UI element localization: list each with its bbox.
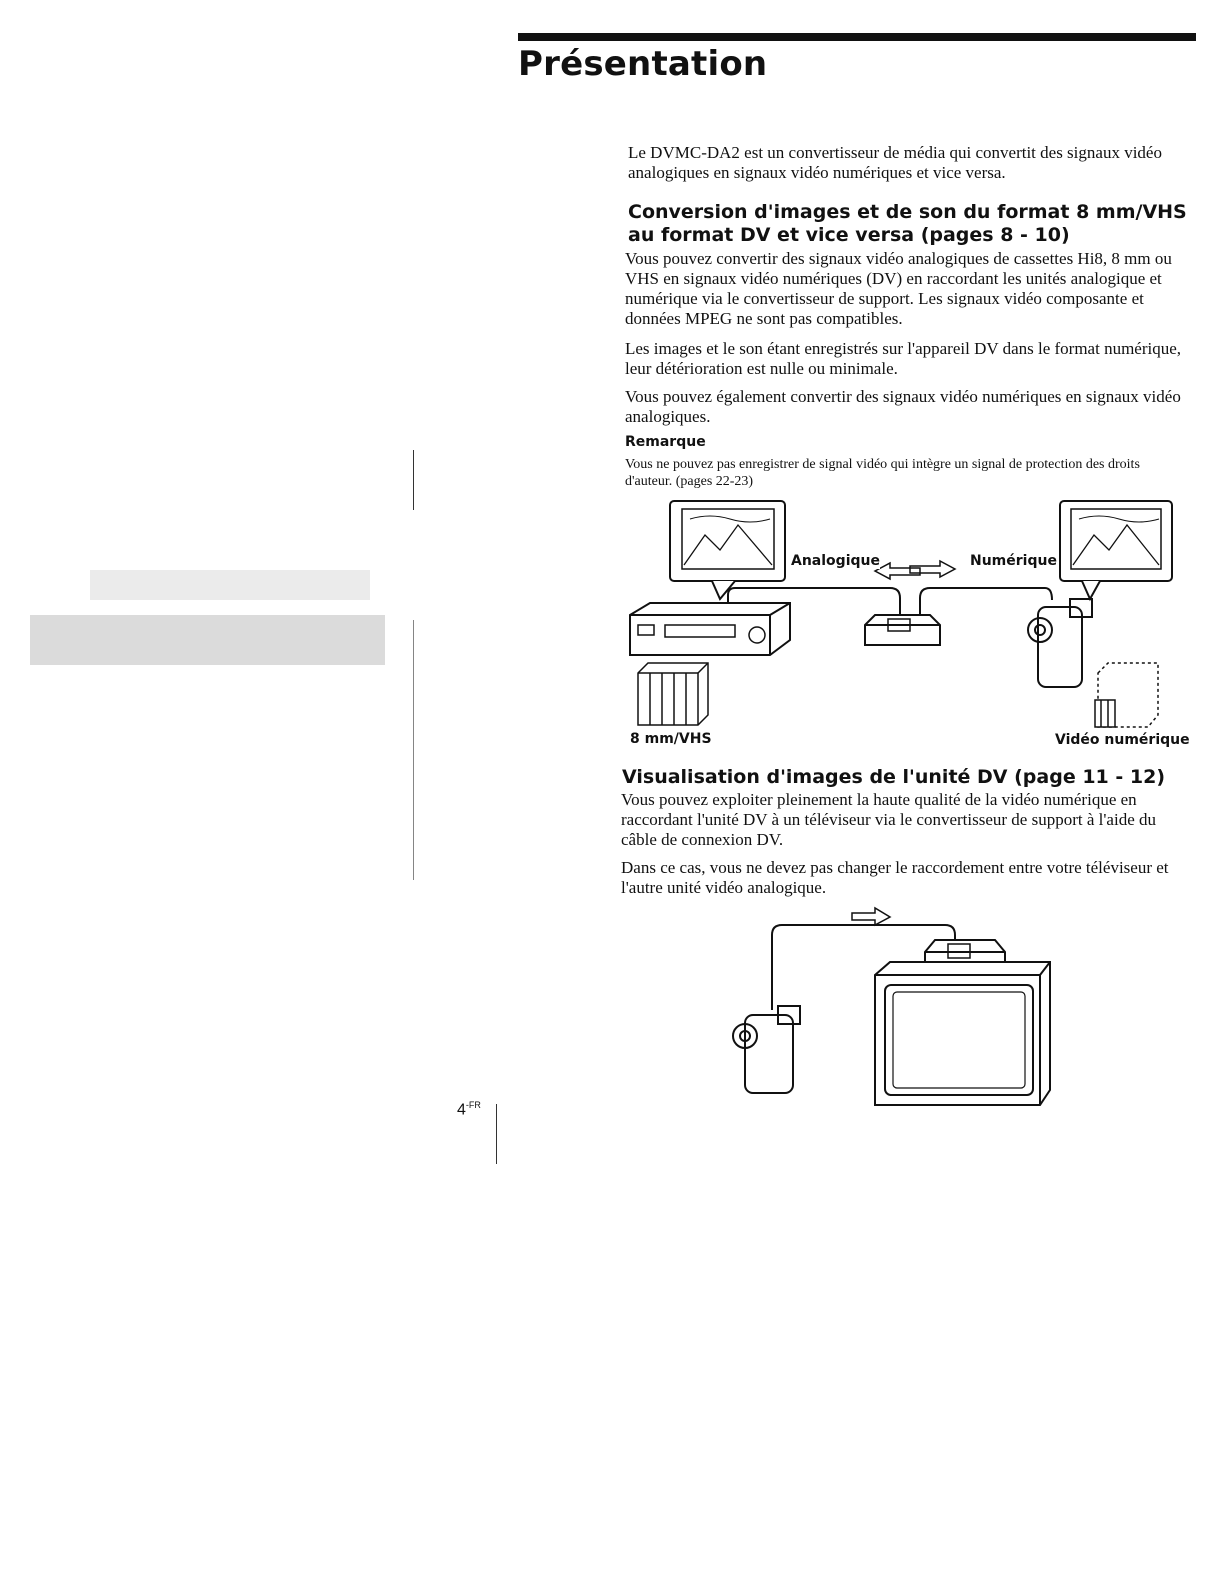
section2-heading: Visualisation d'images de l'unité DV (page 11 - 12) — [622, 766, 1166, 788]
media-converter-icon — [865, 615, 940, 645]
label-digital: Numérique — [970, 553, 1057, 569]
note-text: Vous ne pouvez pas enregistrer de signal vidéo qui intègre un signal de protection des droits d'auteur. (pages 22-23) — [625, 457, 1140, 489]
scan-noise — [90, 570, 370, 600]
page-number-value: 4 — [457, 1101, 466, 1119]
direction-arrow-icon — [875, 561, 955, 579]
intro-paragraph: Le DVMC-DA2 est un convertisseur de média qui convertit des signaux vidéo analogiques en signaux vidéo numériques et vice versa. — [628, 143, 1162, 182]
direction-arrow-icon — [852, 908, 890, 925]
digital-tapes-icon — [1095, 663, 1158, 727]
analog-tapes-icon — [638, 663, 708, 725]
scan-mark — [413, 620, 414, 880]
section2-paragraph-1: Vous pouvez exploiter pleinement la haute qualité de la vidéo numérique en raccordant l'unité DV à un téléviseur via le convertisseur de support à l'aide du câble de connexion DV. — [621, 790, 1156, 849]
camcorder-icon — [1028, 599, 1092, 687]
section1-paragraph-3: Vous pouvez également convertir des signaux vidéo numériques en signaux vidéo analogiques. — [625, 387, 1181, 426]
tv-connection-diagram — [720, 900, 1060, 1110]
camcorder-icon — [733, 1006, 800, 1093]
page-number-rule — [496, 1104, 497, 1164]
top-rule — [518, 33, 1196, 41]
label-analog-tapes: 8 mm/VHS — [630, 731, 712, 747]
note-title: Remarque — [625, 434, 706, 450]
scan-noise — [30, 615, 385, 665]
page-number — [457, 1100, 481, 1119]
section1-paragraph-1: Vous pouvez convertir des signaux vidéo analogiques de cassettes Hi8, 8 mm ou VHS en signaux vidéo numériques (DV) en raccordant les unités analogique et numérique via le convertisseur de support. Les signaux vidéo composante et données MPEG ne sont pas compatibles. — [625, 249, 1172, 328]
conversion-diagram — [620, 495, 1196, 755]
section1-paragraph-2: Les images et le son étant enregistrés sur l'appareil DV dans le format numérique, leur détérioration est nulle ou minimale. — [625, 339, 1182, 378]
label-digital-tapes: Vidéo numérique — [1055, 732, 1190, 748]
page-number-suffix: -FR — [465, 1100, 481, 1110]
section2-paragraph-2: Dans ce cas, vous ne devez pas changer le raccordement entre votre téléviseur et l'autre unité vidéo analogique. — [621, 858, 1169, 897]
scan-mark — [413, 450, 414, 510]
vcr-icon — [630, 603, 790, 655]
section1-heading: Conversion d'images et de son du format 8 mm/VHS au format DV et vice versa (pages 8 - 10) — [628, 201, 1187, 246]
digital-monitor-icon — [1060, 501, 1172, 599]
analog-monitor-icon — [670, 501, 785, 599]
television-icon — [875, 962, 1050, 1105]
label-analog: Analogique — [791, 553, 880, 569]
page-title: Présentation — [518, 44, 768, 84]
